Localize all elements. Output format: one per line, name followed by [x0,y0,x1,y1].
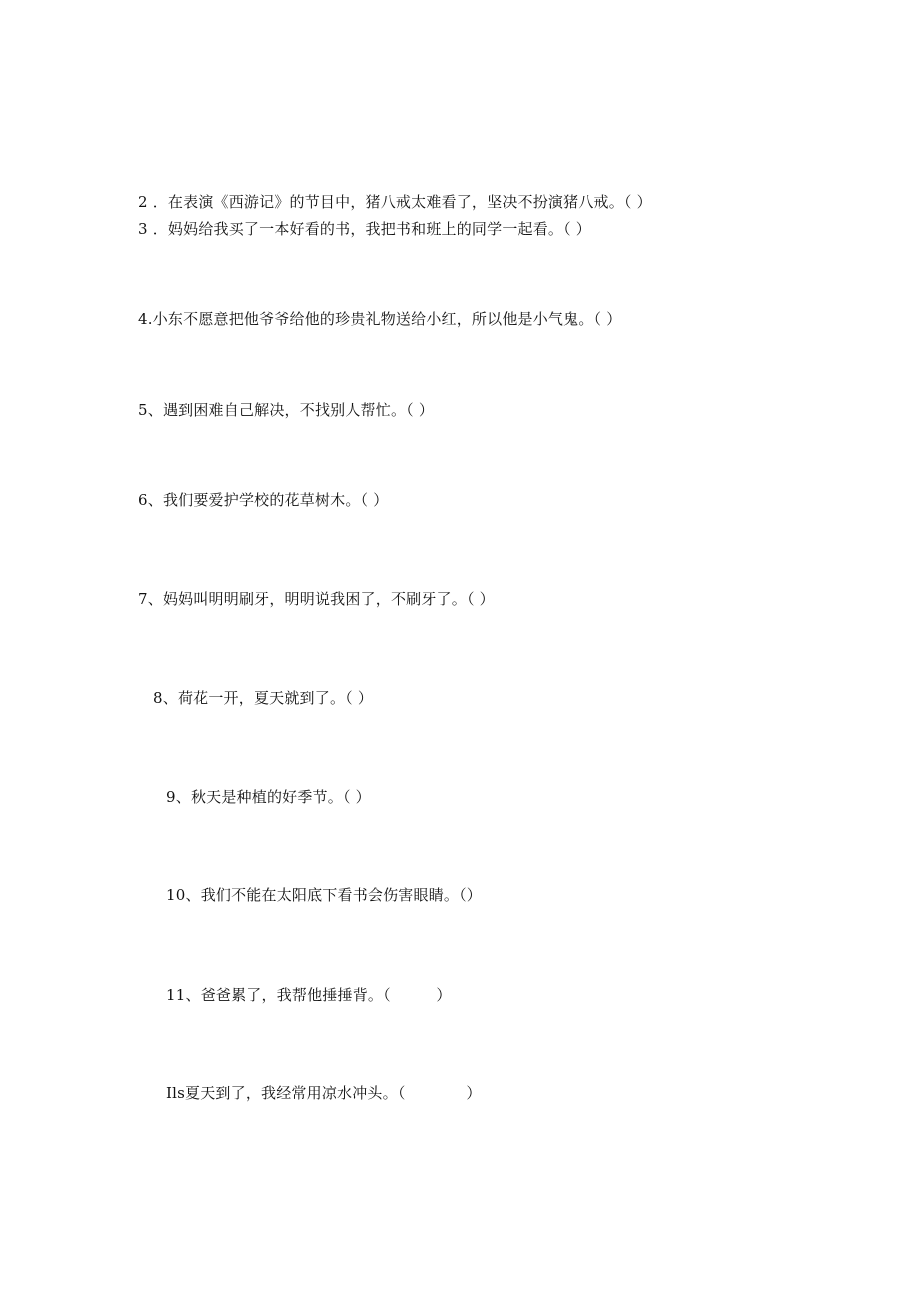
question-text: 妈妈给我买了一本好看的书，我把书和班上的同学一起看。（ ） [167,220,591,238]
question-text: 在表演《西游记》的节目中，猪八戒太难看了，坚决不扮演猪八戒。（ ） [167,193,652,211]
question-text: 遇到困难自己解决，不找别人帮忙。（ ） [162,401,435,419]
question-number: 2 ． [138,193,168,211]
question-6 [138,490,388,510]
question-number: 7、 [138,590,163,608]
question-9 [166,787,371,807]
question-text: 荷花一开，夏天就到了。（ ） [177,689,374,707]
question-text: 我们不能在太阳底下看书会伤害眼睛。（） [200,886,482,904]
question-text: 夏天到了，我经常用凉水冲头。（ ） [185,1084,482,1102]
question-4 [138,309,621,329]
question-3 [138,219,591,239]
question-number: 11、 [166,986,201,1004]
question-number: 3 ． [138,220,168,238]
question-8 [153,688,373,708]
question-12 [166,1083,482,1103]
question-text: 妈妈叫明明刷牙，明明说我困了，不刷牙了。（ ） [162,590,495,608]
question-text: 小东不愿意把他爷爷给他的珍贵礼物送给小红，所以他是小气鬼。（ ） [152,310,622,328]
question-number: 8、 [153,689,178,707]
question-number: 5、 [138,401,163,419]
question-text: 爸爸累了，我帮他捶捶背。（ ） [200,986,452,1004]
question-text: 秋天是种植的好季节。（ ） [190,788,371,806]
question-5 [138,400,434,420]
question-number: 10、 [166,886,201,904]
question-10 [166,885,482,905]
question-number: 4. [138,310,153,328]
question-2 [138,192,652,212]
question-7 [138,589,495,609]
question-number: 6、 [138,491,163,509]
question-text: 我们要爱护学校的花草树木。（ ） [162,491,389,509]
question-number: Ils [166,1084,186,1102]
question-number: 9、 [166,788,191,806]
question-11 [166,985,452,1005]
